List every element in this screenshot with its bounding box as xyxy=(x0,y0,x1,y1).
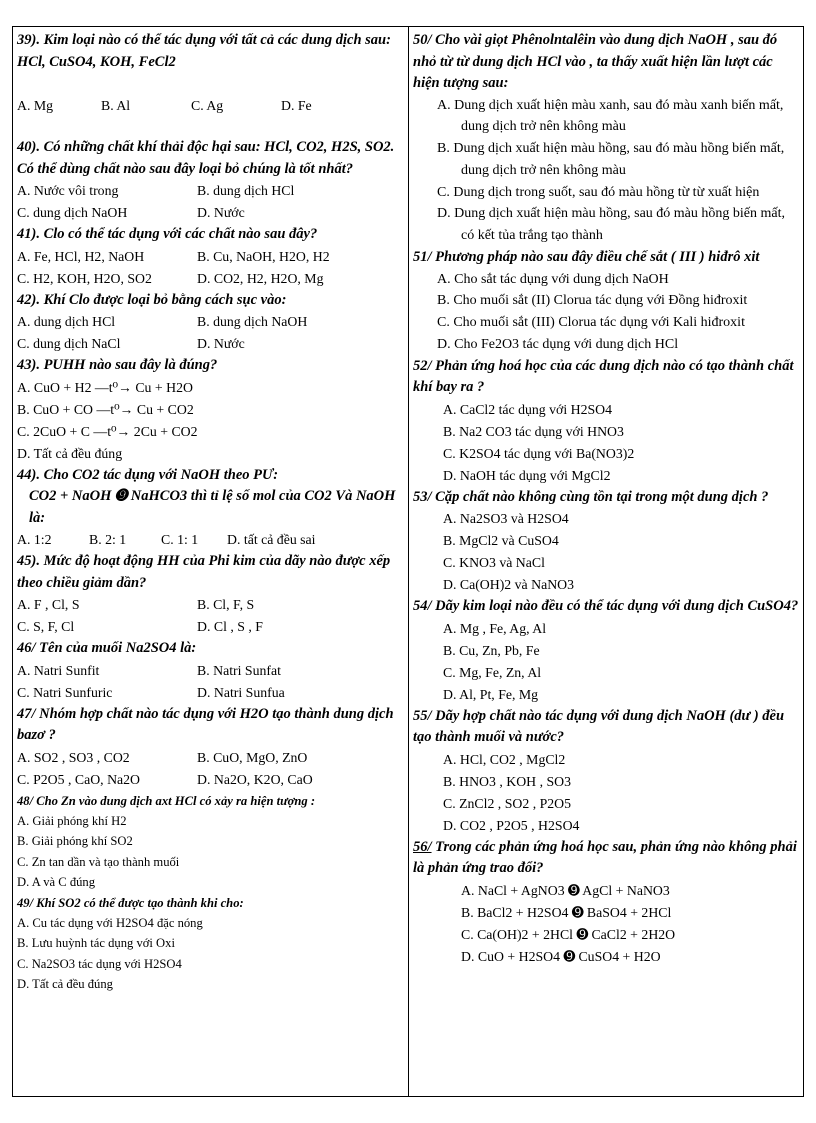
option[interactable]: D. Cl , S , F xyxy=(197,619,263,634)
option[interactable]: C. Mg, Fe, Zn, Al xyxy=(443,664,542,680)
question-42-title: 42). Khí Clo được loại bỏ bằng cách sục vào: xyxy=(17,291,287,308)
question-39-options xyxy=(17,95,403,117)
option[interactable]: B. dung dịch NaOH xyxy=(197,314,308,329)
column-divider xyxy=(408,26,409,1097)
question-44 xyxy=(17,465,403,552)
question-48-title: 48/ Cho Zn vào dung dịch axt HCl có xảy ra hiện tượng : xyxy=(17,793,316,808)
question-45-title: 45). Mức độ hoạt động HH của Phi kim của dãy nào được xếp theo chiều giảm dần? xyxy=(17,553,391,591)
option[interactable]: C. Dung dịch trong suốt, sau đó màu hồng từ từ xuất hiện xyxy=(437,184,760,200)
option[interactable]: D. CuO + H2SO4 ➒ CuSO4 + H2O xyxy=(461,948,661,964)
question-53 xyxy=(413,487,801,597)
option[interactable]: A. Cho sắt tác dụng với dung dịch NaOH xyxy=(437,271,669,287)
option[interactable]: D. A và C đúng xyxy=(17,875,96,890)
option[interactable]: B. MgCl2 và CuSO4 xyxy=(443,533,559,549)
option[interactable]: B. CuO, MgO, ZnO xyxy=(197,749,308,765)
option[interactable]: C. KNO3 và NaCl xyxy=(443,555,545,571)
option[interactable]: C. Ca(OH)2 + 2HCl ➒ CaCl2 + 2H2O xyxy=(461,926,676,942)
option[interactable]: A. dung dịch HCl xyxy=(17,314,116,329)
question-47-title: 47/ Nhóm hợp chất nào tác dụng với H2O tạo thành dung dịch bazơ ? xyxy=(17,705,394,743)
option[interactable]: D. tất cả đều sai xyxy=(227,532,316,547)
question-52-title: 52/ Phản ứng hoá học của các dung dịch nào có tạo thành chất khí bay ra ? xyxy=(413,357,794,396)
option[interactable]: B. Cu, NaOH, H2O, H2 xyxy=(197,248,330,264)
option[interactable]: D. Na2O, K2O, CaO xyxy=(197,771,313,787)
option[interactable]: A. CaCl2 tác dụng với H2SO4 xyxy=(443,401,613,417)
question-54-title: 54/ Dãy kim loại nào đều có thể tác dụng với dung dịch CuSO4? xyxy=(413,598,799,615)
option[interactable]: C. Ag xyxy=(191,98,224,113)
option[interactable]: D. CO2, H2, H2O, Mg xyxy=(197,270,324,286)
option[interactable]: A. NaCl + AgNO3 ➒ AgCl + NaNO3 xyxy=(461,882,670,898)
option[interactable]: B. HNO3 , KOH , SO3 xyxy=(443,773,572,789)
option[interactable]: C. dung dịch NaOH xyxy=(17,205,128,220)
question-52 xyxy=(413,356,801,487)
option[interactable]: B. dung dịch HCl xyxy=(197,183,295,198)
question-51 xyxy=(413,247,801,356)
question-43-title: 43). PUHH nào sau đây là đúng? xyxy=(17,357,218,373)
question-50 xyxy=(413,30,801,247)
option[interactable]: A. 1:2 xyxy=(17,532,52,547)
option[interactable]: D. Nước xyxy=(197,205,245,220)
option[interactable]: A. SO2 , SO3 , CO2 xyxy=(17,749,130,765)
option[interactable]: A. Cu tác dụng với H2SO4 đặc nóng xyxy=(17,915,203,930)
question-40-title: 40). Có những chất khí thải độc hại sau: HCl, CO2, H2S, SO2. Có thể dùng chất nào sau đây loại bỏ chúng là tốt nhất? xyxy=(17,139,395,177)
question-39-title: 39). Kim loại nào có thể tác dụng với tất cả các dung dịch sau: HCl, CuSO4, KOH, FeCl2 xyxy=(17,32,391,70)
option[interactable]: B. Lưu huỳnh tác dụng với Oxi xyxy=(17,936,175,951)
option[interactable]: C. S, F, Cl xyxy=(17,619,75,634)
question-44-equation: CO2 + NaOH ➒ NaHCO3 thì tỉ lệ số mol của CO2 Và NaOH là: xyxy=(29,488,396,526)
option[interactable]: A. Natri Sunfit xyxy=(17,662,100,678)
question-40 xyxy=(17,137,403,224)
question-41 xyxy=(17,224,403,290)
question-44-title: 44). Cho CO2 tác dụng với NaOH theo PƯ: xyxy=(17,466,279,483)
option[interactable]: C. 2CuO + C —t⁰→ 2Cu + CO2 xyxy=(17,423,198,439)
question-56-title xyxy=(413,837,801,880)
option[interactable]: D. CO2 , P2O5 , H2SO4 xyxy=(443,817,580,833)
option[interactable]: C. Natri Sunfuric xyxy=(17,684,113,700)
option[interactable]: C. ZnCl2 , SO2 , P2O5 xyxy=(443,795,572,811)
question-39 xyxy=(17,30,403,117)
option[interactable]: A. Na2SO3 và H2SO4 xyxy=(443,511,569,527)
option[interactable]: B. Natri Sunfat xyxy=(197,662,281,678)
question-56-number: 56/ xyxy=(413,838,432,855)
option[interactable]: D. Natri Sunfua xyxy=(197,684,285,700)
question-56-text: Trong các phản ứng hoá học sau, phản ứng nào không phải là phản ứng trao đổi? xyxy=(413,838,797,877)
question-45 xyxy=(17,551,403,638)
option[interactable]: D. Nước xyxy=(197,336,245,351)
option[interactable]: C. K2SO4 tác dụng với Ba(NO3)2 xyxy=(443,445,635,461)
option[interactable]: B. Na2 CO3 tác dụng với HNO3 xyxy=(443,423,624,439)
option[interactable]: B. Cl, F, S xyxy=(197,597,255,612)
right-column xyxy=(413,30,801,968)
option[interactable]: A. F , Cl, S xyxy=(17,597,80,612)
question-56 xyxy=(413,837,801,968)
question-48 xyxy=(17,791,403,893)
option[interactable]: B. 2: 1 xyxy=(89,532,127,547)
option[interactable]: B. BaCl2 + H2SO4 ➒ BaSO4 + 2HCl xyxy=(461,904,672,920)
option[interactable]: C. Cho muối sắt (III) Clorua tác dụng với Kali hiđroxit xyxy=(437,315,745,331)
option[interactable]: D. Fe xyxy=(281,98,312,113)
left-column xyxy=(17,30,403,995)
option[interactable]: C. 1: 1 xyxy=(161,532,199,547)
option[interactable]: A. Mg xyxy=(17,98,54,113)
option[interactable]: A. Fe, HCl, H2, NaOH xyxy=(17,248,145,264)
option[interactable]: B. Cho muối sắt (II) Clorua tác dụng với Đồng hiđroxit xyxy=(437,293,748,309)
option[interactable]: B. Cu, Zn, Pb, Fe xyxy=(443,642,540,658)
question-42 xyxy=(17,290,403,356)
question-55-title: 55/ Dãy hợp chất nào tác dụng với dung dịch NaOH (dư ) đều tạo thành muối và nước? xyxy=(413,707,785,746)
question-46-title: 46/ Tên của muối Na2SO4 là: xyxy=(17,640,197,656)
question-46 xyxy=(17,638,403,704)
option[interactable]: C. P2O5 , CaO, Na2O xyxy=(17,771,141,787)
option[interactable]: D. NaOH tác dụng với MgCl2 xyxy=(443,467,611,483)
question-54 xyxy=(413,596,801,706)
question-49-title: 49/ Khí SO2 có thể được tạo thành khi cho: xyxy=(17,895,244,910)
option[interactable]: B. CuO + CO —t⁰→ Cu + CO2 xyxy=(17,401,194,417)
question-41-title: 41). Clo có thể tác dụng với các chất nào sau đây? xyxy=(17,226,318,242)
question-53-title: 53/ Cặp chất nào không cùng tồn tại trong một dung dịch ? xyxy=(413,488,769,505)
option[interactable]: A. Mg , Fe, Ag, Al xyxy=(443,620,547,636)
option[interactable]: C. Na2SO3 tác dụng với H2SO4 xyxy=(17,956,182,971)
option[interactable]: D. Al, Pt, Fe, Mg xyxy=(443,686,539,702)
question-43 xyxy=(17,355,403,465)
question-50-title: 50/ Cho vài giọt Phênolntalêin vào dung dịch NaOH , sau đó nhỏ từ từ dung dịch HCl vào , ta thấy xuất hiện lần lượt các hiện tượng sau: xyxy=(413,32,778,91)
question-49 xyxy=(17,893,403,995)
option[interactable]: A. HCl, CO2 , MgCl2 xyxy=(443,751,566,767)
option[interactable]: B. Al xyxy=(101,98,131,113)
option[interactable]: D. Cho Fe2O3 tác dụng với dung dịch HCl xyxy=(437,336,679,352)
option[interactable]: A. Giải phóng khí H2 xyxy=(17,813,127,828)
option[interactable]: C. dung dịch NaCl xyxy=(17,336,121,351)
question-55 xyxy=(413,706,801,837)
option[interactable]: D. Dung dịch xuất hiện màu hồng, sau đó màu hồng biến mất, có kết tủa trắng tạo thành xyxy=(437,206,785,244)
option[interactable]: D. Tất cả đều đúng xyxy=(17,445,123,461)
option[interactable]: A. CuO + H2 —t⁰→ Cu + H2O xyxy=(17,379,193,395)
option[interactable]: A. Dung dịch xuất hiện màu xanh, sau đó màu xanh biến mất, dung dịch trở nên không màu xyxy=(437,97,784,135)
question-47 xyxy=(17,704,403,791)
option[interactable]: B. Dung dịch xuất hiện màu hồng, sau đó màu hồng biến mất, dung dịch trở nên không màu xyxy=(437,141,785,178)
option[interactable]: C. H2, KOH, H2O, SO2 xyxy=(17,270,152,286)
option[interactable]: A. Nước vôi trong xyxy=(17,183,119,198)
option[interactable]: C. Zn tan dần và tạo thành muối xyxy=(17,854,180,869)
option[interactable]: B. Giải phóng khí SO2 xyxy=(17,834,133,849)
option[interactable]: D. Tất cả đều đúng xyxy=(17,977,113,992)
option[interactable]: D. Ca(OH)2 và NaNO3 xyxy=(443,577,575,593)
question-51-title: 51/ Phương pháp nào sau đây điều chế sắt ( III ) hiđrô xit xyxy=(413,249,760,266)
